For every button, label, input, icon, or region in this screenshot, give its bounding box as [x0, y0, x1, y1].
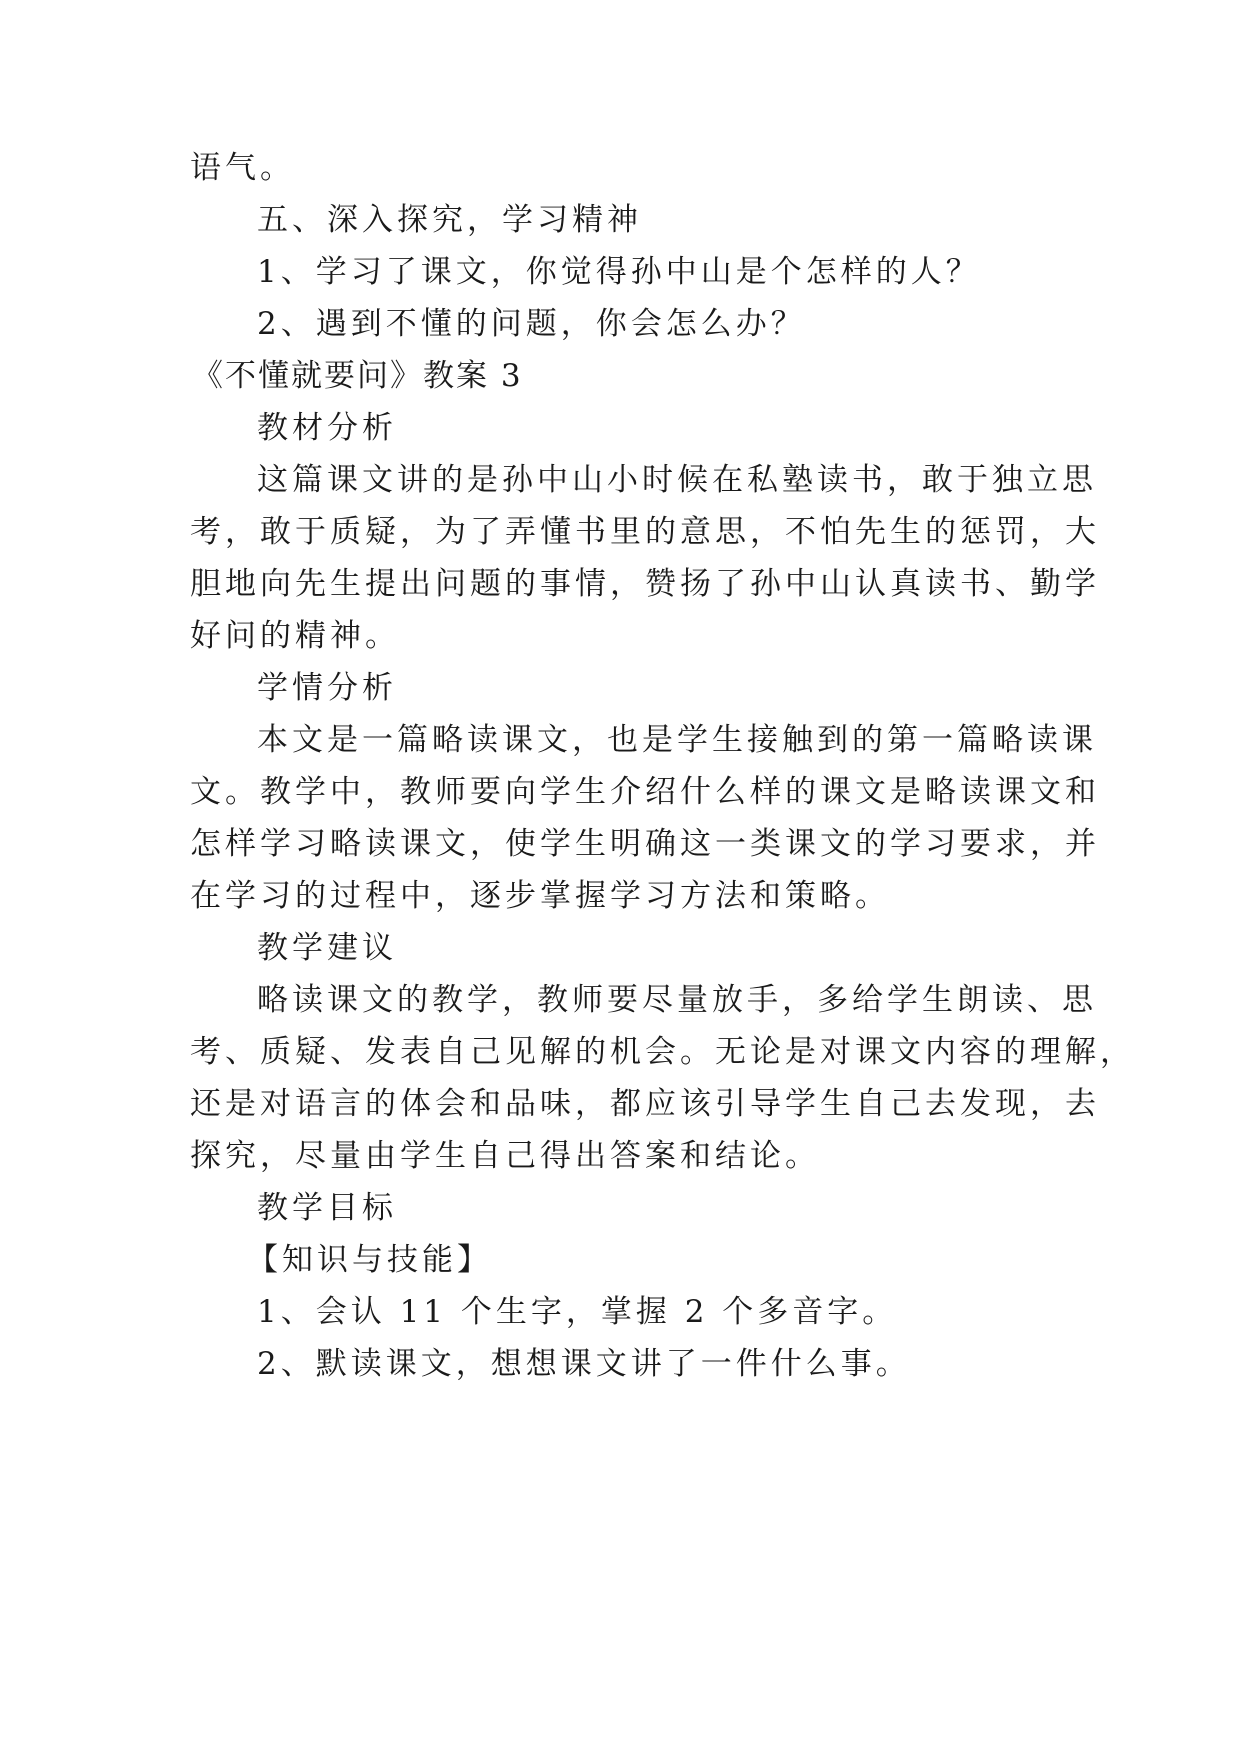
paragraph-line: 还是对语言的体会和品味，都应该引导学生自己去发现，去: [190, 1086, 1100, 1122]
list-item: 1、会认 11 个生字，掌握 2 个多音字。: [257, 1294, 898, 1330]
section-heading: 教学目标: [257, 1190, 397, 1226]
paragraph-line: 考，敢于质疑，为了弄懂书里的意思，不怕先生的惩罚，大: [190, 514, 1100, 550]
document-title: 《不懂就要问》教案 3: [192, 358, 523, 394]
paragraph-line: 本文是一篇略读课文，也是学生接触到的第一篇略读课: [257, 722, 1097, 758]
section-heading: 学情分析: [257, 670, 397, 706]
section-heading: 五、深入探究，学习精神: [257, 202, 642, 238]
paragraph-line: 文。教学中，教师要向学生介绍什么样的课文是略读课文和: [190, 774, 1100, 810]
paragraph-line: 好问的精神。: [190, 618, 400, 654]
list-item: 2、遇到不懂的问题，你会怎么办？: [257, 306, 806, 342]
paragraph-line: 怎样学习略读课文，使学生明确这一类课文的学习要求，并: [190, 826, 1100, 862]
paragraph-line: 这篇课文讲的是孙中山小时候在私塾读书，敢于独立思: [257, 462, 1097, 498]
text-line: 语气。: [190, 150, 295, 186]
paragraph-line: 探究，尽量由学生自己得出答案和结论。: [190, 1138, 820, 1174]
list-item: 2、默读课文，想想课文讲了一件什么事。: [257, 1346, 911, 1382]
paragraph-line: 考、质疑、发表自己见解的机会。无论是对课文内容的理解，: [190, 1034, 1135, 1070]
section-heading: 教学建议: [257, 930, 397, 966]
paragraph-line: 胆地向先生提出问题的事情，赞扬了孙中山认真读书、勤学: [190, 566, 1100, 602]
paragraph-line: 在学习的过程中，逐步掌握学习方法和策略。: [190, 878, 890, 914]
section-heading: 教材分析: [257, 410, 397, 446]
list-item: 1、学习了课文，你觉得孙中山是个怎样的人？: [257, 254, 981, 290]
subsection-heading: 【知识与技能】: [247, 1242, 492, 1278]
paragraph-line: 略读课文的教学，教师要尽量放手，多给学生朗读、思: [257, 982, 1097, 1018]
